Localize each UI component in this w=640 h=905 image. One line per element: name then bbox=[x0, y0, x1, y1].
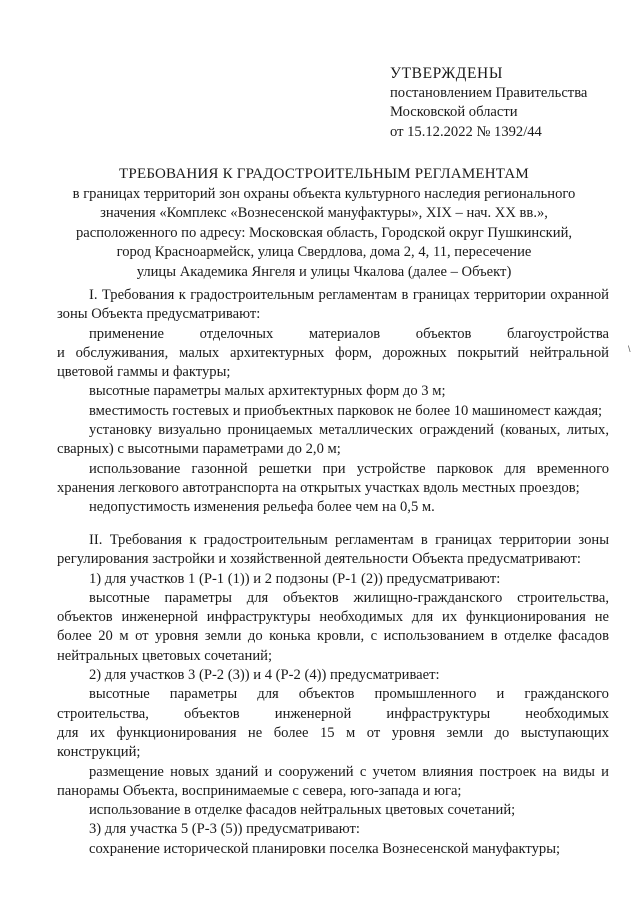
section-1-item-1-first-line bbox=[57, 325, 609, 344]
word: строительства, bbox=[57, 705, 149, 722]
word: благоустройства bbox=[507, 325, 609, 342]
section-2-subitem-1-text: высотные параметры для объектов жилищно-гражданского строительства, объектов инженерной инфраструктуры необходимых для их функционирования не более 20 м от уровня земли до конька кровли, с использованием в отделке фасадов нейтральных цветовых сочетаний; bbox=[57, 589, 609, 664]
section-2-intro: II. Требования к градостроительным регламентам в границах территории зоны регулирования застройки и хозяйственной деятельности Объекта предусматривают: bbox=[57, 532, 609, 568]
word: объектов bbox=[298, 686, 355, 703]
margin-mark: \ bbox=[628, 344, 631, 354]
heading-line: город Красноармейск, улица Свердлова, дома 2, 4, 11, пересечение bbox=[116, 244, 532, 260]
section-1-item-6: недопустимость изменения рельефа более чем на 0,5 м. bbox=[89, 499, 435, 516]
section-1-item-3: вместимость гостевых и приобъектных парковок не более 10 машиномест каждая; bbox=[89, 402, 603, 419]
section-2-subitem-2: 2) для участков 3 (Р-2 (3)) и 4 (Р-2 (4)) предусматривает: bbox=[89, 667, 440, 684]
approval-line: Московской области bbox=[390, 104, 518, 120]
approval-date-number: от 15.12.2022 № 1392/44 bbox=[390, 123, 542, 140]
word: высотные bbox=[89, 686, 150, 703]
section-1 bbox=[57, 286, 609, 518]
word: инфраструктуры bbox=[386, 705, 491, 722]
section-2-subitem-2-item-3: использование в отделке фасадов нейтральных цветовых сочетаний; bbox=[89, 802, 516, 819]
section-2-subitem-2-line-1 bbox=[57, 685, 609, 704]
heading-line: расположенного по адресу: Московская область, Городской округ Пушкинский, bbox=[75, 224, 573, 241]
section-1-item-4: установку визуально проницаемых металлических ограждений (кованых, литых, сварных) с высотными параметрами до 2,0 м; bbox=[57, 422, 609, 458]
word: применение bbox=[89, 325, 165, 342]
section-2-subitem-3: 3) для участка 5 (Р-3 (5)) предусматривают: bbox=[89, 821, 360, 838]
word: объектов bbox=[184, 705, 240, 722]
section-2-subitem-2-item-2: размещение новых зданий и сооружений с учетом влияния построек на виды и панорамы Объекта, воспринимаемые с севера, юго-запада и юга; bbox=[57, 763, 609, 799]
heading-line: значения «Комплекс «Вознесенской мануфактуры», XIX – нач. XX вв.», bbox=[100, 205, 548, 221]
heading-line: улицы Академика Янгеля и улицы Чкалова (далее – Объект) bbox=[136, 263, 512, 280]
heading-line: в границах территорий зон охраны объекта культурного наследия регионального bbox=[72, 185, 576, 202]
document-title: ТРЕБОВАНИЯ К ГРАДОСТРОИТЕЛЬНЫМ РЕГЛАМЕНТАМ bbox=[119, 166, 529, 182]
section-1-item-1-rest: и обслуживания, малых архитектурных форм, дорожных покрытий нейтральной цветовой гаммы и фактуры; bbox=[57, 344, 609, 381]
section-1-item-5: использование газонной решетки при устройстве парковок для временного хранения легкового автотранспорта на открытых участках вдоль местных проездов; bbox=[57, 460, 609, 496]
section-2-subitem-1: 1) для участков 1 (Р-1 (1)) и 2 подзоны (Р-1 (2)) предусматривают: bbox=[89, 570, 501, 587]
word: параметры bbox=[169, 686, 238, 703]
approval-line: постановлением Правительства bbox=[390, 84, 588, 101]
word: промышленного bbox=[374, 686, 477, 703]
section-2 bbox=[57, 531, 609, 859]
word: и bbox=[496, 686, 505, 703]
word: гражданского bbox=[524, 686, 609, 703]
section-1-intro: I. Требования к градостроительным регламентам в границах территории охранной зоны Объекта предусматривают: bbox=[57, 287, 609, 323]
word: инженерной bbox=[274, 705, 352, 722]
section-2-subitem-3-text: сохранение исторической планировки поселка Вознесенской мануфактуры; bbox=[89, 840, 561, 857]
word: материалов bbox=[308, 325, 381, 342]
word: для bbox=[257, 686, 279, 703]
word: необходимых bbox=[525, 705, 609, 722]
approval-title: УТВЕРЖДЕНЫ bbox=[390, 65, 503, 82]
document-heading bbox=[40, 165, 608, 282]
approval-block bbox=[390, 64, 630, 142]
section-2-subitem-2-rest: для их функционирования не более 15 м от уровня земли до выступающих конструкций; bbox=[57, 724, 609, 761]
word: отделочных bbox=[199, 325, 274, 342]
word: объектов bbox=[415, 325, 472, 342]
section-1-item-2: высотные параметры малых архитектурных форм до 3 м; bbox=[89, 383, 446, 400]
section-2-subitem-2-line-2 bbox=[57, 705, 609, 724]
